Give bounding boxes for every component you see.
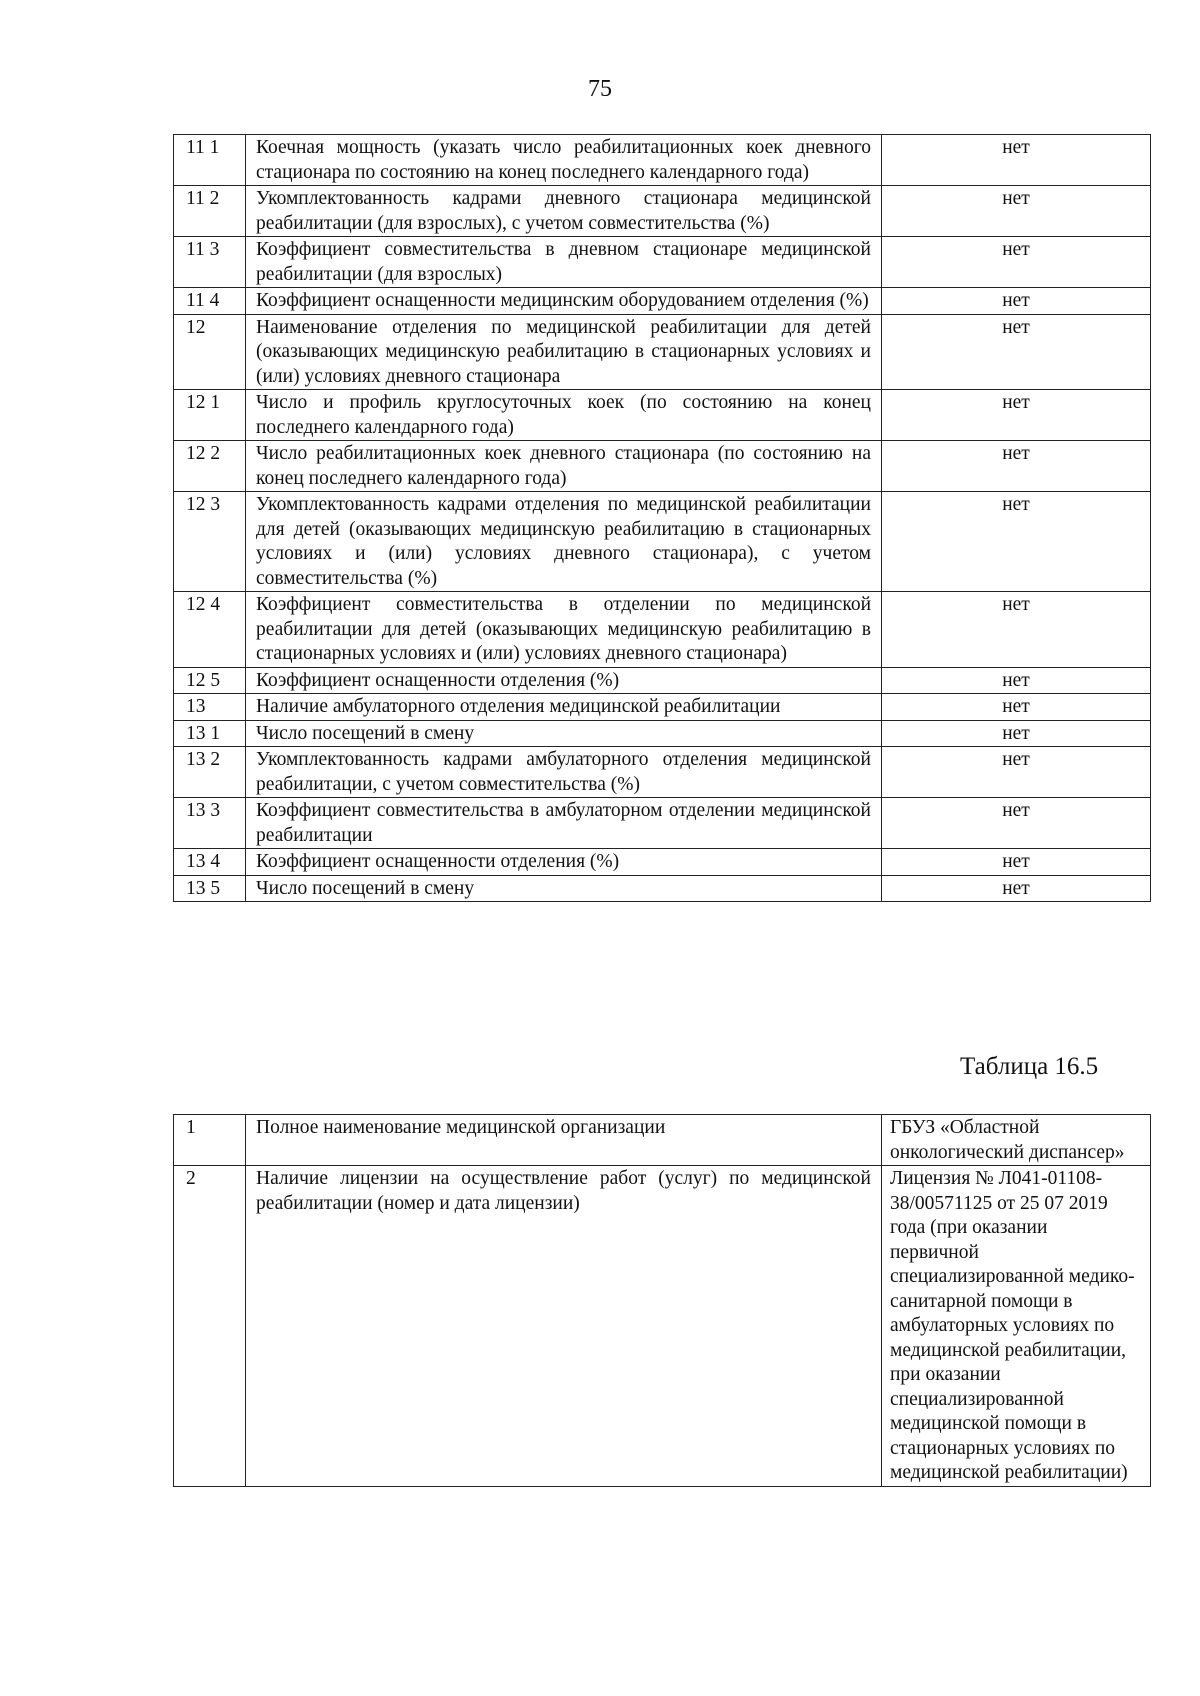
- table-row: [174, 1166, 1151, 1487]
- row-value: нет: [882, 288, 1151, 315]
- row-value: нет: [882, 390, 1151, 441]
- row-value: нет: [882, 875, 1151, 902]
- row-value: ГБУЗ «Областной онкологический диспансер»: [882, 1115, 1151, 1166]
- row-number: 2: [174, 1166, 246, 1487]
- table-row: [174, 849, 1151, 876]
- row-number: 12: [174, 314, 246, 390]
- row-number: 12 5: [174, 667, 246, 694]
- row-value: нет: [882, 186, 1151, 237]
- row-value: Лицензия № Л041-01108-38/00571125 от 25 07 2019 года (при оказании первичной специализированной медико-санитарной помощи в амбулаторных условиях по медицинской реабилитации, при оказании специализированной медицинской помощи в стационарных условиях по медицинской реабилитации): [882, 1166, 1151, 1487]
- row-number: 11 2: [174, 186, 246, 237]
- row-description: Коэффициент оснащенности отделения (%): [246, 849, 882, 876]
- table-row: [174, 492, 1151, 592]
- row-value: нет: [882, 314, 1151, 390]
- organization-table: [173, 1114, 1151, 1487]
- row-number: 12 1: [174, 390, 246, 441]
- table-row: [174, 694, 1151, 721]
- row-number: 12 3: [174, 492, 246, 592]
- row-description: Полное наименование медицинской организации: [246, 1115, 882, 1166]
- row-description: Наименование отделения по медицинской реабилитации для детей (оказывающих медицинскую реабилитацию в стационарных условиях и (или) условиях дневного стационара: [246, 314, 882, 390]
- row-number: 12 2: [174, 441, 246, 492]
- row-number: 13 3: [174, 798, 246, 849]
- row-number: 13: [174, 694, 246, 721]
- row-number: 13 1: [174, 720, 246, 747]
- row-description: Число реабилитационных коек дневного стационара (по состоянию на конец последнего календарного года): [246, 441, 882, 492]
- table-row: [174, 667, 1151, 694]
- row-value: нет: [882, 592, 1151, 668]
- row-number: 1: [174, 1115, 246, 1166]
- row-description: Коечная мощность (указать число реабилитационных коек дневного стационара по состоянию на конец последнего календарного года): [246, 135, 882, 186]
- row-description: Коэффициент совместительства в амбулаторном отделении медицинской реабилитации: [246, 798, 882, 849]
- row-value: нет: [882, 667, 1151, 694]
- row-description: Число посещений в смену: [246, 875, 882, 902]
- table-row: [174, 798, 1151, 849]
- table-row: [174, 1115, 1151, 1166]
- row-value: нет: [882, 798, 1151, 849]
- row-description: Укомплектованность кадрами отделения по медицинской реабилитации для детей (оказывающих медицинскую реабилитацию в стационарных условиях и (или) условиях дневного стационара), с учетом совместительства (%): [246, 492, 882, 592]
- row-description: Укомплектованность кадрами амбулаторного отделения медицинской реабилитации, с учетом совместительства (%): [246, 747, 882, 798]
- row-value: нет: [882, 747, 1151, 798]
- row-number: 11 4: [174, 288, 246, 315]
- table-row: [174, 875, 1151, 902]
- row-value: нет: [882, 441, 1151, 492]
- row-description: Число и профиль круглосуточных коек (по состоянию на конец последнего календарного года): [246, 390, 882, 441]
- table-row: [174, 720, 1151, 747]
- indicator-table: [173, 134, 1151, 902]
- table-row: [174, 288, 1151, 315]
- row-value: нет: [882, 849, 1151, 876]
- table-row: [174, 390, 1151, 441]
- row-number: 13 2: [174, 747, 246, 798]
- row-description: Укомплектованность кадрами дневного стационара медицинской реабилитации (для взрослых), с учетом совместительства (%): [246, 186, 882, 237]
- row-value: нет: [882, 135, 1151, 186]
- row-description: Коэффициент совместительства в дневном стационаре медицинской реабилитации (для взрослых): [246, 237, 882, 288]
- row-number: 11 3: [174, 237, 246, 288]
- row-number: 11 1: [174, 135, 246, 186]
- table-row: [174, 237, 1151, 288]
- table-row: [174, 747, 1151, 798]
- row-value: нет: [882, 492, 1151, 592]
- row-description: Коэффициент оснащенности медицинским оборудованием отделения (%): [246, 288, 882, 315]
- table-row: [174, 186, 1151, 237]
- row-description: Коэффициент совместительства в отделении по медицинской реабилитации для детей (оказывающих медицинскую реабилитацию в стационарных условиях и (или) условиях дневного стационара): [246, 592, 882, 668]
- indicator-table-body: [174, 135, 1151, 902]
- table-row: [174, 314, 1151, 390]
- page-number: 75: [588, 76, 612, 102]
- row-description: Коэффициент оснащенности отделения (%): [246, 667, 882, 694]
- row-value: нет: [882, 720, 1151, 747]
- table-caption: Таблица 16.5: [960, 1053, 1099, 1080]
- row-number: 13 4: [174, 849, 246, 876]
- row-value: нет: [882, 237, 1151, 288]
- row-number: 12 4: [174, 592, 246, 668]
- row-number: 13 5: [174, 875, 246, 902]
- table-row: [174, 135, 1151, 186]
- table-row: [174, 592, 1151, 668]
- row-description: Число посещений в смену: [246, 720, 882, 747]
- row-value: нет: [882, 694, 1151, 721]
- table-row: [174, 441, 1151, 492]
- row-description: Наличие лицензии на осуществление работ (услуг) по медицинской реабилитации (номер и дата лицензии): [246, 1166, 882, 1487]
- organization-table-body: [174, 1115, 1151, 1487]
- row-description: Наличие амбулаторного отделения медицинской реабилитации: [246, 694, 882, 721]
